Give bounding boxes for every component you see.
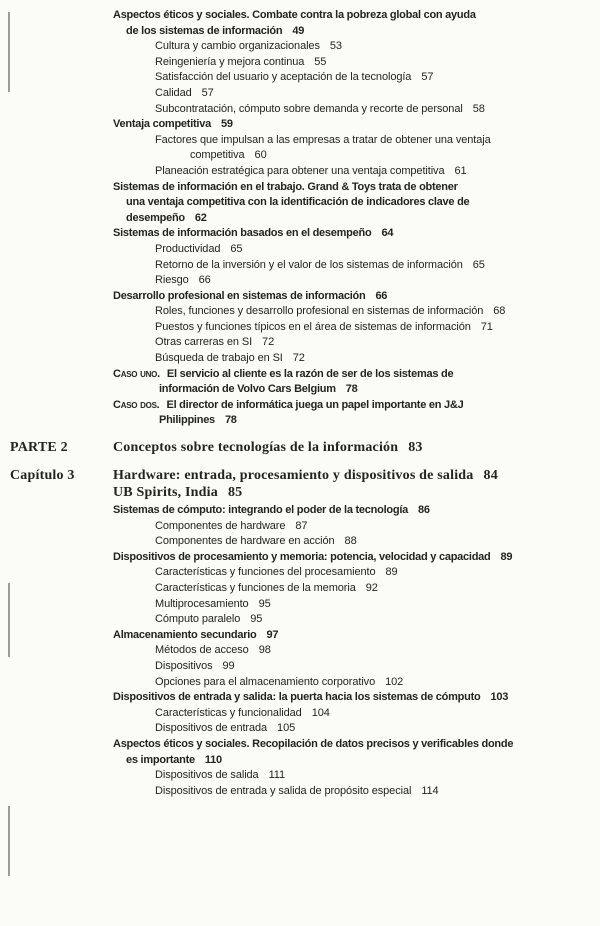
toc-line xyxy=(113,519,600,535)
toc-entry xyxy=(113,659,600,675)
page-number: 105 xyxy=(277,722,296,735)
toc-line xyxy=(113,133,600,149)
toc-line xyxy=(113,226,600,242)
toc-entry xyxy=(113,398,600,429)
page-number: 57 xyxy=(201,86,214,99)
toc-text: Componentes de hardware en acción xyxy=(155,535,335,548)
page-number: 78 xyxy=(345,383,358,396)
toc-text: Roles, funciones y desarrollo profesional en sistemas de información xyxy=(155,305,484,318)
toc-line xyxy=(113,195,600,211)
toc-text: Multiprocesamiento xyxy=(155,597,249,610)
page-number: 92 xyxy=(365,582,378,594)
toc-text: Productividad xyxy=(155,242,221,255)
toc-text: Cómputo paralelo xyxy=(155,613,241,626)
toc-line xyxy=(113,550,600,566)
toc-text: UB Spirits, India xyxy=(113,485,218,501)
toc-line xyxy=(113,55,600,71)
toc-entry xyxy=(113,242,600,258)
page-number: 58 xyxy=(472,102,485,115)
toc-entry xyxy=(113,117,600,133)
toc-line xyxy=(113,180,600,196)
toc-text: información de Volvo Cars Belgium xyxy=(159,383,336,396)
toc-text: Sistemas de cómputo: integrando el poder de la tecnología xyxy=(113,504,409,517)
toc-entry xyxy=(113,320,600,336)
toc-line xyxy=(113,148,600,164)
toc-line xyxy=(113,484,600,501)
toc-line xyxy=(113,164,600,180)
toc-line xyxy=(113,439,600,456)
toc-text: Sistemas de información en el trabajo. Grand & Toys trata de obtener xyxy=(113,180,458,193)
toc-text: es importante xyxy=(126,753,195,766)
page-number: 89 xyxy=(385,566,398,579)
toc-entry xyxy=(113,706,600,722)
toc-text: Cultura y cambio organizacionales xyxy=(155,40,320,53)
page-number: 85 xyxy=(227,485,243,501)
toc-line xyxy=(113,335,600,351)
toc-text: Riesgo xyxy=(155,274,189,287)
page-number: 88 xyxy=(344,535,357,548)
toc-entry xyxy=(10,467,600,484)
page-number: 61 xyxy=(454,164,467,177)
toc-line xyxy=(113,413,600,429)
toc-text: Características y funciones del procesamiento xyxy=(155,566,376,579)
page-number: 95 xyxy=(250,613,263,626)
toc-text: Aspectos éticos y sociales. Recopilación de datos precisos y verificables donde xyxy=(113,737,514,750)
toc-line xyxy=(113,784,600,800)
toc-line xyxy=(113,768,600,784)
toc-line xyxy=(113,581,600,597)
toc-line xyxy=(113,39,600,55)
toc-entry xyxy=(113,565,600,581)
toc-text: Subcontratación, cómputo sobre demanda y recorte de personal xyxy=(155,102,463,115)
toc-text: Calidad xyxy=(155,86,192,99)
toc-entry xyxy=(113,304,600,320)
toc-text: Almacenamiento secundario xyxy=(113,628,257,641)
page-number: 84 xyxy=(483,468,498,484)
toc-text: Dispositivos de entrada y salida: la puerta hacia los sistemas de cómputo xyxy=(113,691,481,704)
page-number: 110 xyxy=(204,753,222,766)
page-number: 66 xyxy=(198,274,211,287)
toc-text: Dispositivos de procesamiento y memoria: potencia, velocidad y capacidad xyxy=(113,550,491,563)
toc-entry xyxy=(113,70,600,86)
toc-line xyxy=(113,70,600,86)
toc-line xyxy=(113,273,600,289)
toc-text: una ventaja competitiva con la identificación de indicadores clave de xyxy=(126,196,470,209)
toc-entry xyxy=(113,784,600,800)
toc-entry xyxy=(113,597,600,613)
scan-artifact-line xyxy=(8,583,10,657)
page-number: 60 xyxy=(254,149,267,162)
toc-line xyxy=(113,367,600,383)
toc-entry xyxy=(113,102,600,118)
toc-line xyxy=(113,242,600,258)
toc-entry xyxy=(113,335,600,351)
toc-text: Características y funciones de la memoria xyxy=(155,582,356,594)
toc-text: Sistemas de información basados en el desempeño xyxy=(113,227,372,240)
page-number: 64 xyxy=(381,227,394,240)
toc-line xyxy=(113,8,600,24)
toc-text: Aspectos éticos y sociales. Combate contra la pobreza global con ayuda xyxy=(113,9,476,21)
toc-line xyxy=(113,211,600,227)
toc-entry xyxy=(113,675,600,691)
toc-line xyxy=(113,24,600,40)
toc-line xyxy=(113,612,600,628)
page-number: 87 xyxy=(295,519,308,532)
page-number: 65 xyxy=(472,258,485,271)
section-label: PARTE 2 xyxy=(10,440,68,456)
page-number: 86 xyxy=(418,504,430,517)
toc-line xyxy=(113,86,600,102)
toc-entry xyxy=(113,519,600,535)
toc-entry xyxy=(113,534,600,550)
toc-line xyxy=(113,304,600,320)
toc-text: Otras carreras en SI xyxy=(155,336,253,349)
toc-line xyxy=(113,643,600,659)
toc-text: Planeación estratégica para obtener una ventaja competitiva xyxy=(155,164,445,177)
toc-entry xyxy=(113,737,600,768)
toc-line xyxy=(113,706,600,722)
toc-entry xyxy=(113,550,600,566)
toc-line xyxy=(113,628,600,644)
toc-text: Dispositivos de entrada y salida de propósito especial xyxy=(155,784,412,797)
page-number: 55 xyxy=(314,55,327,68)
page-number: 59 xyxy=(220,118,233,131)
toc-line xyxy=(113,721,600,737)
toc-entry xyxy=(113,133,600,164)
toc-text: Reingeniería y mejora continua xyxy=(155,55,305,68)
toc-entry xyxy=(113,484,600,501)
page-number: 95 xyxy=(258,597,271,610)
toc-text: Desarrollo profesional en sistemas de información xyxy=(113,289,366,302)
page-number: 103 xyxy=(490,691,509,704)
toc-text: Opciones para el almacenamiento corporativo xyxy=(155,675,376,688)
toc-text: de los sistemas de información xyxy=(126,24,283,37)
page-number: 114 xyxy=(421,784,439,797)
toc-text: Dispositivos de salida xyxy=(155,769,259,782)
toc-text: El director de informática juega un papel importante en J&J xyxy=(166,398,464,411)
toc-entry xyxy=(113,289,600,305)
toc-text: Componentes de hardware xyxy=(155,519,286,532)
toc-text: Puestos y funciones típicos en el área de sistemas de información xyxy=(155,320,471,333)
toc-entry xyxy=(113,628,600,644)
toc-entry xyxy=(113,164,600,180)
toc-entry xyxy=(113,768,600,784)
toc-entry xyxy=(113,367,600,398)
toc-text: Ventaja competitiva xyxy=(113,118,211,131)
toc-entry xyxy=(113,721,600,737)
toc-entry xyxy=(113,180,600,227)
toc-line xyxy=(113,534,600,550)
toc-line xyxy=(113,737,600,753)
page-number: 89 xyxy=(500,550,513,563)
page-number: 102 xyxy=(385,675,404,688)
toc-entry xyxy=(113,86,600,102)
toc-line xyxy=(113,565,600,581)
page-number: 111 xyxy=(268,769,285,782)
toc-text: Dispositivos de entrada xyxy=(155,722,268,735)
toc-text: Hardware: entrada, procesamiento y dispositivos de salida xyxy=(113,468,474,484)
toc-line xyxy=(113,258,600,274)
toc-line xyxy=(113,117,600,133)
page-number: 97 xyxy=(266,628,279,641)
toc-line xyxy=(113,102,600,118)
toc-entry xyxy=(113,503,600,519)
toc-line xyxy=(113,690,600,706)
page-number: 62 xyxy=(194,211,207,224)
toc-entry xyxy=(113,273,600,289)
toc-entry xyxy=(113,351,600,367)
page-number: 49 xyxy=(292,24,305,37)
toc-entry xyxy=(113,643,600,659)
toc-text: El servicio al cliente es la razón de ser de los sistemas de xyxy=(166,367,454,380)
toc-text: Búsqueda de trabajo en SI xyxy=(155,352,283,365)
toc-entry xyxy=(10,439,600,456)
page-number: 72 xyxy=(262,336,275,349)
page-number: 78 xyxy=(224,414,237,427)
page-number: 71 xyxy=(480,320,493,333)
toc-line xyxy=(113,398,600,414)
page-number: 72 xyxy=(292,352,305,365)
page-number: 65 xyxy=(230,242,243,255)
page-number: 104 xyxy=(311,706,330,719)
page-number: 66 xyxy=(375,289,388,302)
toc-text: Philippines xyxy=(159,414,215,427)
toc-entry xyxy=(113,226,600,242)
scan-artifact-line xyxy=(8,806,10,876)
toc-text: Conceptos sobre tecnologías de la información xyxy=(113,440,399,456)
toc-line xyxy=(113,659,600,675)
toc-line xyxy=(113,351,600,367)
toc-text: Características y funcionalidad xyxy=(155,706,302,719)
section-label: Capítulo 3 xyxy=(10,468,75,484)
toc-text: competitiva xyxy=(190,149,245,162)
toc-entry xyxy=(113,690,600,706)
scan-artifact-line xyxy=(8,12,10,92)
toc-text: Factores que impulsan a las empresas a tratar de obtener una ventaja xyxy=(155,133,491,146)
toc-text: desempeño xyxy=(126,211,185,224)
toc-line xyxy=(113,320,600,336)
toc-line xyxy=(113,753,600,769)
page-number: 68 xyxy=(493,305,506,318)
toc-text: Satisfacción del usuario y aceptación de la tecnología xyxy=(155,71,412,84)
toc-line xyxy=(113,503,600,519)
toc-line xyxy=(113,382,600,398)
toc-entry xyxy=(113,612,600,628)
toc-text: Retorno de la inversión y el valor de los sistemas de información xyxy=(155,258,463,271)
toc-entry xyxy=(113,581,600,597)
toc-text: Métodos de acceso xyxy=(155,644,249,657)
page-number: 57 xyxy=(421,71,434,84)
toc-text: Dispositivos xyxy=(155,659,213,672)
page-number: 83 xyxy=(408,440,423,456)
page-number: 99 xyxy=(222,659,235,672)
toc-entry xyxy=(113,258,600,274)
case-label: Caso uno. xyxy=(113,367,160,380)
toc-line xyxy=(113,467,600,484)
page-number: 53 xyxy=(329,40,342,53)
toc-entry xyxy=(113,55,600,71)
toc-line xyxy=(113,597,600,613)
toc-entry xyxy=(113,8,600,39)
case-label: Caso dos. xyxy=(113,398,160,411)
page-number: 98 xyxy=(258,644,271,657)
toc-entry xyxy=(113,39,600,55)
toc-list xyxy=(10,8,600,799)
toc-line xyxy=(113,675,600,691)
toc-line xyxy=(113,289,600,305)
